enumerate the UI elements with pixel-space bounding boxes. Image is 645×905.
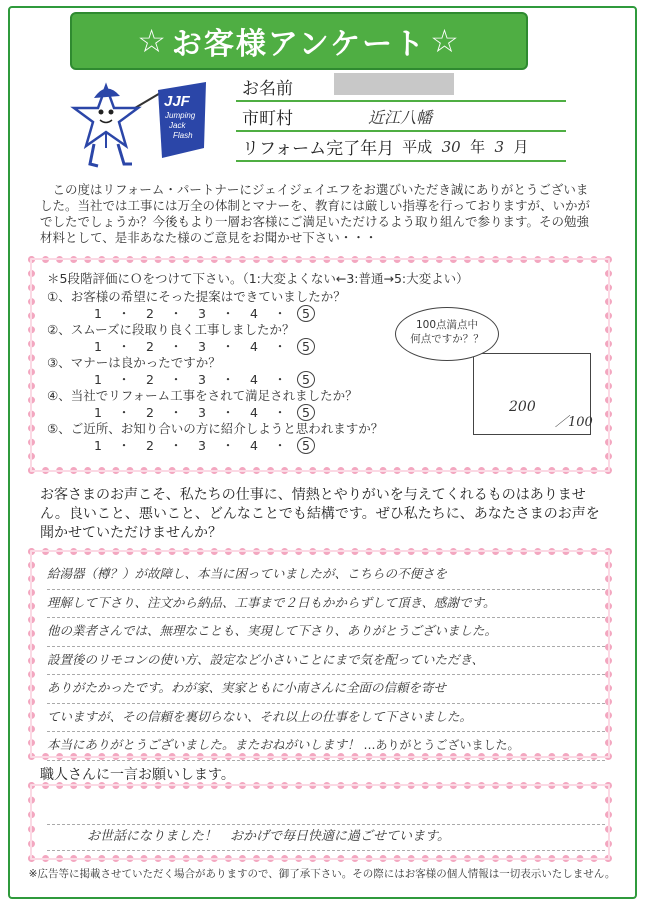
rating-scale: 1 ・ 2 ・ 3 ・ 4 ・ 5 xyxy=(47,437,607,454)
customer-info-table xyxy=(236,72,566,162)
voice-intro-paragraph: お客さまのお声こそ、私たちの仕事に、情熱とやりがいを与えてくれるものはありません。良いこと、悪いこと、どんなことでも結構です。ぜひ私たちに、あなたさまのお声を聞かせていただけませんか？ xyxy=(40,487,600,541)
craftsman-line xyxy=(47,799,605,825)
question-2 xyxy=(47,322,607,355)
month-value: 3 xyxy=(494,137,505,156)
selected-rating: 5 xyxy=(297,404,315,421)
craftsman-line: お世話になりました！ おかげで毎日快適に過ごせています。 xyxy=(47,825,605,851)
comment-closing: …ありがとうございました。 xyxy=(363,738,520,752)
comment-box xyxy=(28,548,612,760)
score-max: ／100 xyxy=(555,415,593,430)
comment-line: ありがたかったです。わが家、実家ともに小南さんに全面の信頼を寄せ xyxy=(47,675,605,704)
star-icon-right: ☆ xyxy=(430,22,461,60)
selected-rating: 5 xyxy=(297,305,315,322)
title-banner xyxy=(70,12,528,70)
completion-label: リフォーム完了年月 xyxy=(242,138,395,159)
rating-scale: 1 ・ 2 ・ 3 ・ 4 ・ 5 xyxy=(47,305,607,322)
comment-line: ていますが、その信頼を裏切らない、それ以上の仕事をして下さいました。 xyxy=(47,704,605,733)
comment-line: 設置後のリモコンの使い方、設定など小さいことにまで気を配っていただき、 xyxy=(47,647,605,676)
jjf-flag-logo: JJF xyxy=(164,93,190,110)
craftsman-title: 職人さんに一言お願いします。 xyxy=(40,767,235,783)
city-value: 近江八幡 xyxy=(368,107,433,127)
question-text: ⑤、ご近所、お知り合いの方に紹介しようと思われますか？ xyxy=(47,421,384,436)
jjf-flag-line-2: Jack xyxy=(169,121,186,130)
selected-rating: 5 xyxy=(297,338,315,355)
selected-rating: 5 xyxy=(297,371,315,388)
rating-scale: 1 ・ 2 ・ 3 ・ 4 ・ 5 xyxy=(47,371,607,388)
question-text: ②、スムーズに段取り良く工事しましたか？ xyxy=(47,322,295,337)
question-text: ④、当社でリフォーム工事をされて満足されましたか？ xyxy=(47,388,358,403)
rating-scale: 1 ・ 2 ・ 3 ・ 4 ・ 5 xyxy=(47,404,607,421)
score-value: 200 xyxy=(509,399,536,415)
jjf-flag-line-3: Flash xyxy=(173,131,193,140)
footer-notice: ※広告等に掲載させていただく場合がありますので、御了承下さい。その際にはお客様の個人情報は一切表示いたしません。 xyxy=(28,868,616,880)
year-value: 30 xyxy=(441,137,461,156)
craftsman-box xyxy=(28,782,612,862)
rating-scale: 1 ・ 2 ・ 3 ・ 4 ・ 5 xyxy=(47,338,607,355)
completion-row xyxy=(236,132,566,162)
question-text: ③、マナーは良かったですか？ xyxy=(47,355,221,370)
selected-rating: 5 xyxy=(297,437,315,454)
comment-line: 給湯器（樽？）が故障し、本当に困っていましたが、こちらの不便さを xyxy=(47,561,605,590)
page-title: お客様アンケート xyxy=(171,27,427,62)
city-label: 市町村 xyxy=(242,108,293,129)
survey-box xyxy=(28,256,612,474)
name-row xyxy=(236,72,566,102)
star-icon-left: ☆ xyxy=(137,22,168,60)
intro-paragraph: この度はリフォーム・パートナーにジェイジェイエフをお選びいただき誠にありがとうございました。当社では工事には万全の体制とマナーを、教育には厳しい指導を行っておりますが、いかがでしたでしょうか？今後もより一層お客様にご満足いただけるよう取り組んで参ります。その勉強材料として、是非あなた様のご意見をお聞かせ下さい・・・ xyxy=(40,182,591,245)
comment-line-last: 本当にありがとうございました。またおねがいします！ …ありがとうございました。 xyxy=(47,732,605,761)
survey-instruction: ＊5段階評価にＯをつけて下さい。（1:大変よくない←3:普通→5:大変よい） xyxy=(47,271,469,286)
question-1 xyxy=(47,289,607,322)
year-unit: 年 xyxy=(470,137,486,156)
city-row xyxy=(236,102,566,132)
comment-line: 理解して下さり、注文から納品、工事まで２日もかからずして頂き、感謝です。 xyxy=(47,590,605,619)
question-text: ①、お客様の希望にそった提案はできていましたか？ xyxy=(47,289,346,304)
era-label: 平成 xyxy=(402,137,433,156)
comment-line: 他の業者さんでは、無理なことも、実現して下さり、ありがとうございました。 xyxy=(47,618,605,647)
score-question-bubble: 100点満点中 何点ですか？？ xyxy=(395,307,499,361)
month-unit: 月 xyxy=(513,137,529,156)
name-label: お名前 xyxy=(242,78,293,99)
jjf-flag-line-1: Jumping xyxy=(165,111,196,120)
jjf-mascot-logo xyxy=(66,78,216,174)
name-redacted xyxy=(334,73,454,95)
